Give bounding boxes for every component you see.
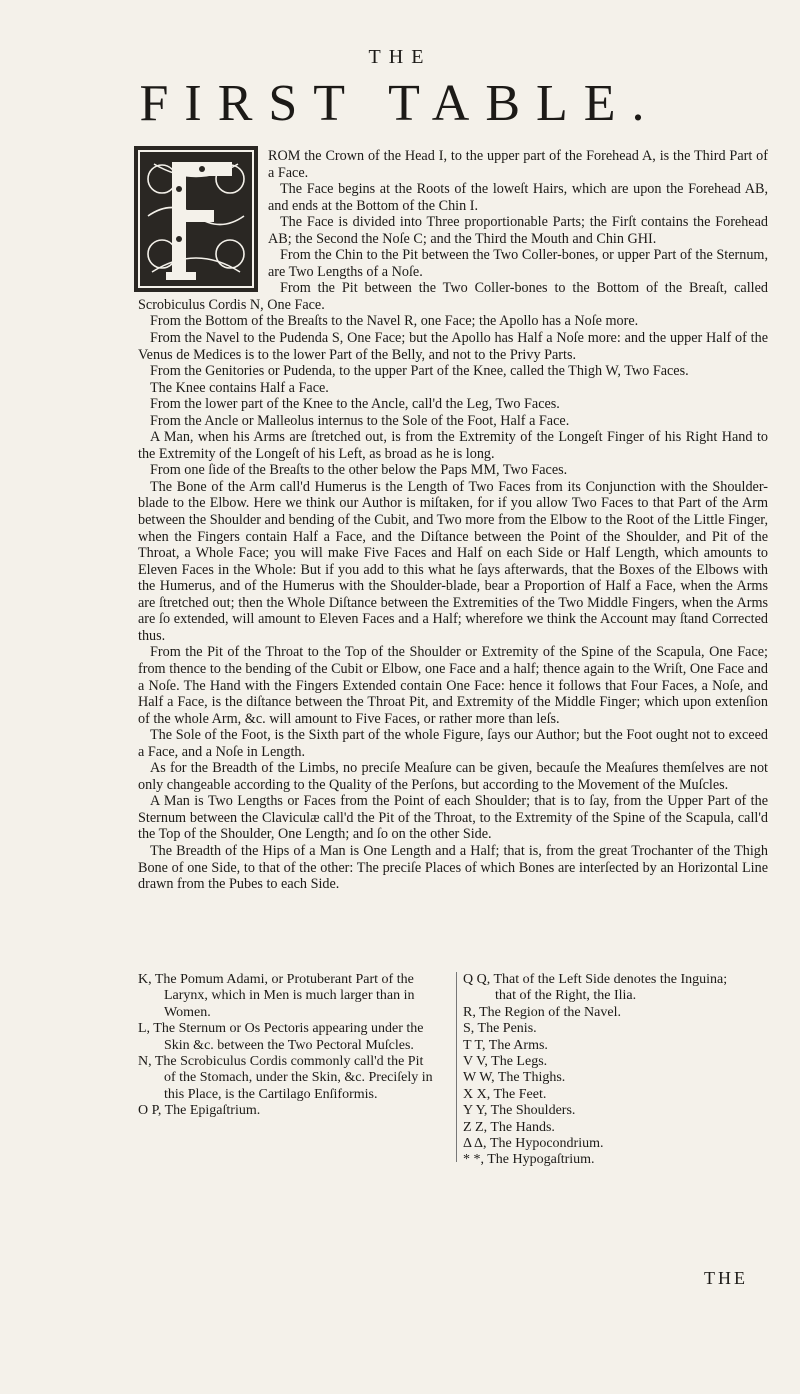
legend-item: Y Y, The Shoulders. (463, 1103, 576, 1119)
paragraph: A Man, when his Arms are ſtretched out, is from the Extremity of the Longeſt Finger of his Right Hand to the Extremity of the Longeſt of his Left, as broad as he is long. (138, 429, 768, 462)
body-text (138, 148, 768, 893)
legend-item: * *, The Hypogaſtrium. (463, 1152, 595, 1168)
paragraph: From the Pit of the Throat to the Top of the Shoulder or Extremity of the Spine of the Scapula, One Face; from thence to the bending of the Cubit or Elbow, one Face and a half; thence again to the Wriſt, One Face and a Noſe. The Hand with the Fingers Extended contain One Face: hence it follows that Four Faces, a Noſe, and Half a Face, is the diſtance between the Throat Pit, and Extremity of the Middle Finger; which upon extenſion of the whole Arm, &c. will amount to Five Faces, or rather more than leſs. (138, 644, 768, 727)
paragraph: From the Genitories or Pudenda, to the upper Part of the Knee, called the Thigh W, Two Faces. (150, 363, 689, 380)
paragraph: The Knee contains Half a Face. (150, 379, 329, 396)
paragraph: A Man is Two Lengths or Faces from the Point of each Shoulder; that is to ſay, from the Upper Part of the Sternum between the Claviculæ call'd the Pit of the Throat, to the Extremity of the Spine of the Scapula, call'd the Top of the Shoulder, One Length; and ſo on the other Side. (138, 793, 768, 843)
legend-item: Z Z, The Hands. (463, 1119, 555, 1135)
paragraph: ROM the Crown of the Head I, to the upper part of the Forehead A, is the Third Part of a Face. (268, 148, 768, 181)
ornamental-initial-icon (132, 144, 260, 294)
legend-left-column (138, 972, 438, 1120)
paragraph: The Breadth of the Hips of a Man is One Length and a Half; that is, from the great Trochanter of the Thigh Bone of one Side, to that of the other: The preciſe Places of which Bones are interſected by an Horizontal Line drawn from the Pubes to each Side. (138, 842, 768, 893)
legend-item: X X, The Feet. (463, 1086, 547, 1102)
legend-item: N, The Scrobiculus Cordis commonly call'd the Pit of the Stomach, under the Skin, &c. Preciſely in this Place, is the Cartilago Enſiformis. (138, 1054, 433, 1102)
paragraph: From the lower part of the Knee to the Ancle, call'd the Leg, Two Faces. (150, 396, 560, 413)
paragraph: The Face is divided into Three proportionable Parts; the Firſt contains the Forehead AB; the Second the Noſe C; and the Third the Mouth and Chin GHI. (268, 214, 768, 247)
paragraph: The Bone of the Arm call'd Humerus is the Length of Two Faces from its Conjunction with the Shoulder-blade to the Elbow. Here we think our Author is miſtaken, for if you allow Two Faces to that Part of the Arm between the Shoulder and bending of the Cubit, and Two more from the Elbow to the Root of the Little Finger, when the Fingers contain Half a Face, and the Diſtance between the Point of the Shoulder, and Pit of the Throat, a Whole Face; you will make Five Faces and Half on each Side or Half Length, which amounts to Eleven Faces in the Whole: But if you add to this what he ſays afterwards, that the Boxes of the Elbows with the Humerus, and of the Humerus with the Shoulder-blade, bear a Proportion of Half a Face, when the Arms are ſtretched out; then the Whole Diſtance between the Extremities of the Two Middle Fingers, when the Arms are ſo extended, will amount to Eleven Faces and a Half; wherefore we think the Account may ſtand Corrected thus. (138, 478, 768, 644)
paragraph: From the Chin to the Pit between the Two Coller-bones, or upper Part of the Sternum, are Two Lengths of a Noſe. (268, 247, 768, 280)
paragraph: As for the Breadth of the Limbs, no preciſe Meaſure can be given, becauſe the Meaſures themſelves are not only changeable according to the Quality of the Perſons, but according to the Movement of the Muſcles. (138, 760, 768, 793)
legend-item: Δ Δ, The Hypocondrium. (463, 1136, 604, 1152)
legend-item: R, The Region of the Navel. (463, 1004, 621, 1020)
paragraph: From the Pit between the Two Coller-bones to the Bottom of the Breaſt, called Scrobiculus Cordis N, One Face. (138, 280, 768, 313)
paragraph: From one ſide of the Breaſts to the other below the Paps MM, Two Faces. (150, 462, 568, 479)
paragraph: From the Ancle or Malleolus internus to the Sole of the Foot, Half a Face. (150, 412, 570, 429)
legend-item: O P, The Epigaſtrium. (138, 1103, 261, 1119)
page-title: FIRST TABLE. (139, 75, 661, 132)
legend-item: V V, The Legs. (463, 1054, 548, 1070)
paragraph: From the Bottom of the Breaſts to the Navel R, one Face; the Apollo has a Noſe more. (150, 313, 639, 330)
paragraph: From the Navel to the Pudenda S, One Face; but the Apollo has Half a Noſe more: and the upper Half of the Venus de Medices is to the lower Part of the Belly, and not to the Privy Parts. (138, 330, 768, 363)
heading-the: THE (368, 46, 432, 68)
legend-item: Q Q, That of the Left Side denotes the Inguina; (463, 972, 728, 987)
legend-item: S, The Penis. (463, 1021, 537, 1037)
catchword: THE (704, 1268, 748, 1288)
legend-item: T T, The Arms. (463, 1037, 548, 1053)
paragraph: The Sole of the Foot, is the Sixth part of the whole Figure, ſays our Author; but the Foot ought not to exceed a Face, and a Noſe in Length. (138, 727, 768, 760)
legend-item: K, The Pomum Adami, or Protuberant Part of the Larynx, which in Men is much larger than in Women. (138, 972, 415, 1020)
legend-item: W W, The Thighs. (463, 1070, 566, 1086)
paragraph: The Face begins at the Roots of the loweſt Hairs, which are upon the Forehead AB, and ends at the Bottom of the Chin I. (268, 181, 768, 214)
legend-right-column (456, 972, 793, 1168)
legend-item: L, The Sternum or Os Pectoris appearing under the Skin &c. between the Two Pectoral Muſcles. (138, 1021, 424, 1053)
legend-item: that of the Right, the Ilia. (495, 988, 637, 1004)
